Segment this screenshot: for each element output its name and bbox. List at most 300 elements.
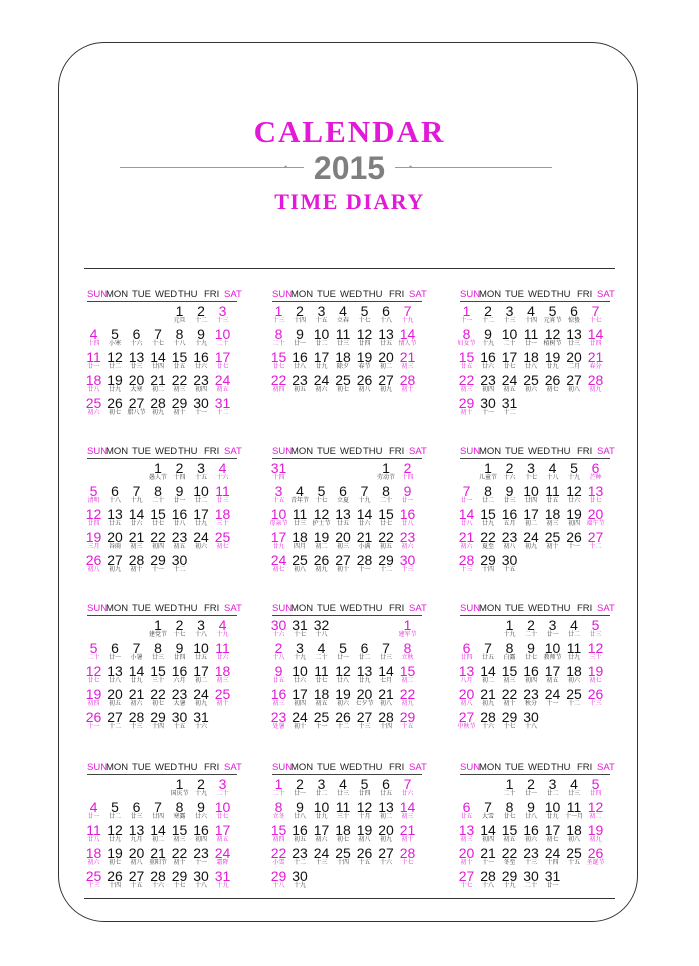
lunar-date: 妇女节 [457,341,476,347]
weekday-label: MON [291,762,314,773]
day-number: 15 [399,663,416,679]
lunar-date: 愚人节 [148,475,167,481]
day-number: 5 [89,640,98,656]
lunar-date: 廿三 [336,341,349,347]
day-cell [478,710,499,731]
lunar-date: 十七 [524,475,537,481]
day-number: 24 [292,709,308,725]
lunar-date: 十一 [546,701,559,707]
day-number: 27 [587,529,604,545]
weekday-label: FRI [389,289,405,300]
day-cell [83,484,104,505]
day-number: 23 [480,372,496,388]
lunar-date: 清明 [87,498,100,504]
day-number: 16 [171,663,188,679]
lunar-date: 廿一 [87,814,100,820]
day-cell [333,710,354,731]
day-cell [456,641,477,662]
day-cell [456,304,477,325]
lunar-date: 情人节 [398,341,417,347]
day-cell [585,641,606,662]
lunar-date: 十八 [524,724,537,730]
day-number: 17 [270,529,287,545]
day-cell [268,777,289,798]
day-cell [478,304,499,325]
day-number: 12 [566,483,582,499]
day-cell [456,823,477,844]
day-cell [311,350,332,371]
lunar-date: 十二 [108,724,121,730]
lunar-date: 初二 [401,678,414,684]
day-number: 21 [128,686,145,702]
weekday-label: MON [479,446,502,457]
lunar-date: 廿一 [336,655,349,661]
day-cell [126,373,147,394]
day-cell [83,823,104,844]
day-number: 26 [85,552,102,568]
lunar-date: 廿五 [272,678,285,684]
day-cell [354,304,375,325]
day-cell [191,484,212,505]
day-number: 28 [150,868,166,884]
weekday-header [460,762,615,775]
day-number: 11 [566,799,582,815]
month-november [270,762,427,889]
day-number: 1 [484,460,492,476]
lunar-date: 青年节 [290,498,309,504]
day-cell [126,846,147,867]
day-number: 31 [501,395,518,411]
lunar-date: 儿童节 [478,475,497,481]
day-cell [397,664,418,685]
day-number: 17 [313,822,330,838]
day-cell [456,846,477,867]
day-cell [376,710,397,731]
weekday-label: MON [291,603,314,614]
day-cell [105,823,126,844]
lunar-date: 初三 [401,364,414,370]
day-number: 12 [85,663,102,679]
lunar-date: 初六 [87,410,100,416]
day-cell [542,507,563,528]
day-cell [290,869,311,890]
day-cell [105,800,126,821]
day-number: 4 [218,460,227,476]
day-number: 26 [544,372,561,388]
day-cell [478,664,499,685]
day-cell [212,664,233,685]
day-number: 14 [480,663,496,679]
day-cell [191,373,212,394]
day-number: 4 [570,776,578,792]
lunar-date: 初二 [481,678,494,684]
lunar-date: 廿九 [194,521,207,527]
day-number: 5 [360,776,369,792]
weekday-label: THU [363,446,383,457]
lunar-date: 三十 [589,655,602,661]
day-number: 26 [313,552,330,568]
day-number: 8 [274,799,283,815]
day-cell [126,710,147,731]
day-number: 21 [150,372,166,388]
lunar-date: 初七 [589,678,602,684]
day-cell [311,823,332,844]
day-cell [499,846,520,867]
lunar-date: 廿三 [130,814,143,820]
lunar-date: 廿七 [589,498,602,504]
weekday-label: MON [106,603,129,614]
day-cell [376,800,397,821]
weekday-label: SUN [87,762,108,773]
day-number: 14 [587,326,604,342]
weekday-label: TUE [317,762,336,773]
lunar-date: 十四 [379,724,392,730]
lunar-date: 廿二 [567,632,580,638]
day-cell [542,664,563,685]
day-cell [126,687,147,708]
day-number: 14 [128,506,145,522]
day-cell [105,664,126,685]
day-number: 3 [274,483,283,499]
day-cell [564,664,585,685]
lunar-date: 廿二 [481,498,494,504]
day-cell [456,373,477,394]
day-number: 15 [171,349,188,365]
lunar-date: 初七 [108,410,121,416]
day-number: 23 [501,529,518,545]
lunar-date: 十四 [481,567,494,573]
day-number: 16 [193,822,209,838]
day-cell [126,869,147,890]
lunar-date: 中秋节 [457,724,476,730]
day-cell [191,530,212,551]
lunar-date: 十一月 [564,814,583,820]
lunar-date: 十三 [272,318,285,324]
lunar-date: 十七 [151,341,164,347]
day-cell [126,530,147,551]
day-cell [499,396,520,417]
day-number: 21 [480,845,496,861]
lunar-date: 十八 [379,318,392,324]
lunar-date: 初七 [216,544,229,550]
day-number: 20 [587,506,604,522]
day-number: 15 [480,506,496,522]
lunar-date: 廿九 [315,364,328,370]
day-cell [290,484,311,505]
day-number: 13 [566,326,582,342]
day-cell [191,396,212,417]
lunar-date: 二十 [272,791,285,797]
day-cell [499,304,520,325]
day-number: 17 [214,822,231,838]
weekday-label: WED [340,289,363,300]
lunar-date: 十六 [379,860,392,866]
day-cell [376,373,397,394]
day-cell [148,507,169,528]
day-number: 26 [356,845,373,861]
day-cell [564,777,585,798]
day-number: 7 [154,799,162,815]
lunar-date: 廿六 [401,791,414,797]
day-cell [126,553,147,574]
weekday-label: FRI [389,446,405,457]
day-number: 12 [587,799,604,815]
lunar-date: 廿九 [108,837,121,843]
lunar-date: 十四 [546,860,559,866]
day-cell [333,530,354,551]
day-cell [478,641,499,662]
lunar-date: 廿二 [108,364,121,370]
day-number: 29 [150,709,166,725]
lunar-date: 十二 [216,410,229,416]
weekday-label: SAT [409,289,427,300]
day-number: 12 [335,663,351,679]
lunar-date: 初六 [336,701,349,707]
day-cell [311,687,332,708]
day-cell [521,846,542,867]
lunar-date: 十九 [503,632,516,638]
lunar-date: 二十 [216,791,229,797]
day-cell [478,846,499,867]
lunar-date: 廿三 [589,632,602,638]
day-number: 22 [171,845,188,861]
day-number: 9 [505,483,514,499]
day-cell [499,710,520,731]
weekday-label: SAT [409,603,427,614]
day-number: 20 [335,529,351,545]
weekday-header [87,603,242,616]
weekday-label: WED [155,603,178,614]
day-cell [268,823,289,844]
day-cell [478,507,499,528]
lunar-date: 十七 [173,632,186,638]
weekday-label: WED [155,762,178,773]
day-number: 10 [544,799,561,815]
lunar-date: 处暑 [272,724,285,730]
lunar-date: 初二 [379,814,392,820]
lunar-date: 初七 [546,837,559,843]
day-cell [456,530,477,551]
day-cell [542,327,563,348]
day-cell [191,846,212,867]
day-cell [105,507,126,528]
day-number: 24 [313,845,330,861]
day-number: 29 [480,552,496,568]
day-number: 19 [356,822,373,838]
day-cell [212,846,233,867]
day-number: 15 [270,349,287,365]
day-cell [126,800,147,821]
day-cell [290,777,311,798]
day-cell [499,327,520,348]
day-number: 20 [128,845,145,861]
weekday-label: THU [363,289,383,300]
day-number: 17 [544,822,561,838]
lunar-date: 廿三 [151,655,164,661]
day-number: 5 [591,776,600,792]
lunar-date: 十六 [503,475,516,481]
lunar-date: 初十 [336,567,349,573]
day-cell [268,664,289,685]
day-number: 11 [545,483,560,499]
day-number: 31 [214,868,231,884]
lunar-date: 十月 [358,814,371,820]
day-cell [333,350,354,371]
day-cell [333,687,354,708]
day-cell [311,664,332,685]
day-number: 18 [335,349,351,365]
day-cell [83,846,104,867]
day-cell [521,618,542,639]
day-cell [499,777,520,798]
day-cell [397,461,418,482]
day-number: 11 [292,506,308,522]
day-cell [397,304,418,325]
day-number: 8 [484,483,492,499]
lunar-date: 廿四 [358,791,371,797]
lunar-date: 十三 [315,860,328,866]
day-cell [105,350,126,371]
day-number: 30 [523,709,539,725]
lunar-date: 夏至 [481,544,494,550]
lunar-date: 教师节 [543,655,562,661]
lunar-date: 寒露 [173,814,186,820]
day-cell [585,373,606,394]
day-number: 9 [403,483,412,499]
lunar-date: 十九 [401,318,414,324]
weekday-label: THU [551,446,571,457]
day-number: 1 [462,303,471,319]
lunar-date: 十四 [87,341,100,347]
day-number: 22 [270,845,287,861]
lunar-date: 廿六 [130,521,143,527]
day-cell [521,664,542,685]
day-number: 8 [274,326,283,342]
day-cell [376,823,397,844]
weekday-label: SAT [409,762,427,773]
day-cell [456,710,477,731]
weekday-label: FRI [204,762,220,773]
lunar-date: 十九 [481,341,494,347]
day-cell [148,823,169,844]
day-number: 13 [458,822,475,838]
day-number: 32 [313,617,330,633]
lunar-date: 初五 [293,837,306,843]
day-number: 24 [313,372,330,388]
lunar-date: 廿五 [379,341,392,347]
lunar-date: 廿五 [546,498,559,504]
day-cell [456,664,477,685]
lunar-date: 十八 [315,632,328,638]
day-number: 2 [274,640,283,656]
day-number: 12 [313,506,330,522]
lunar-date: 十四 [336,860,349,866]
lunar-date: 除夕 [336,364,349,370]
day-cell [105,327,126,348]
day-cell [499,800,520,821]
lunar-date: 廿八 [293,814,306,820]
weekday-label: THU [178,762,198,773]
day-number: 23 [193,845,209,861]
day-cell [191,507,212,528]
lunar-date: 初十 [460,410,473,416]
day-cell [333,553,354,574]
day-cell [333,823,354,844]
lunar-date: 廿六 [481,364,494,370]
lunar-date: 二十 [524,632,537,638]
day-number: 16 [292,349,308,365]
lunar-date: 十五 [315,318,328,324]
lunar-date: 初五 [315,701,328,707]
day-number: 11 [335,326,351,342]
day-cell [83,641,104,662]
day-number: 31 [292,617,308,633]
day-number: 7 [484,640,492,656]
day-number: 12 [544,326,561,342]
lunar-date: 廿六 [567,498,580,504]
weekday-label: FRI [577,289,593,300]
day-cell [83,553,104,574]
day-number: 10 [544,640,561,656]
day-number: 15 [270,822,287,838]
day-cell [456,350,477,371]
lunar-date: 十五 [503,567,516,573]
day-number: 25 [335,372,351,388]
day-cell [290,618,311,639]
day-cell [478,396,499,417]
day-number: 3 [527,460,535,476]
lunar-date: 初五 [503,837,516,843]
day-cell [191,664,212,685]
lunar-date: 十九 [503,883,516,889]
weekday-label: FRI [204,289,220,300]
day-number: 23 [171,686,188,702]
lunar-date: 廿四 [589,791,602,797]
day-cell [521,461,542,482]
ornament-left: • [284,162,288,172]
day-number: 26 [85,709,102,725]
weekday-label: SAT [224,289,242,300]
day-cell [542,484,563,505]
day-number: 13 [378,799,394,815]
lunar-date: 十一 [481,410,494,416]
day-number: 16 [193,349,209,365]
day-cell [478,800,499,821]
day-cell [354,777,375,798]
day-number: 5 [360,303,369,319]
lunar-date: 护士节 [312,521,331,527]
weekday-label: WED [528,762,551,773]
lunar-date: 十一 [460,318,473,324]
lunar-date: 初三 [130,544,143,550]
day-cell [290,823,311,844]
day-number: 23 [292,845,308,861]
lunar-date: 冬至 [503,860,516,866]
weekday-label: MON [291,289,314,300]
day-cell [354,664,375,685]
day-number: 1 [505,617,514,633]
day-cell [376,687,397,708]
day-number: 6 [591,460,600,476]
day-cell [83,687,104,708]
weekday-label: SAT [597,603,615,614]
lunar-date: 三月 [87,544,100,550]
day-number: 27 [566,372,582,388]
day-number: 25 [566,845,582,861]
day-cell [521,777,542,798]
day-cell [311,304,332,325]
lunar-date: 初六 [194,544,207,550]
